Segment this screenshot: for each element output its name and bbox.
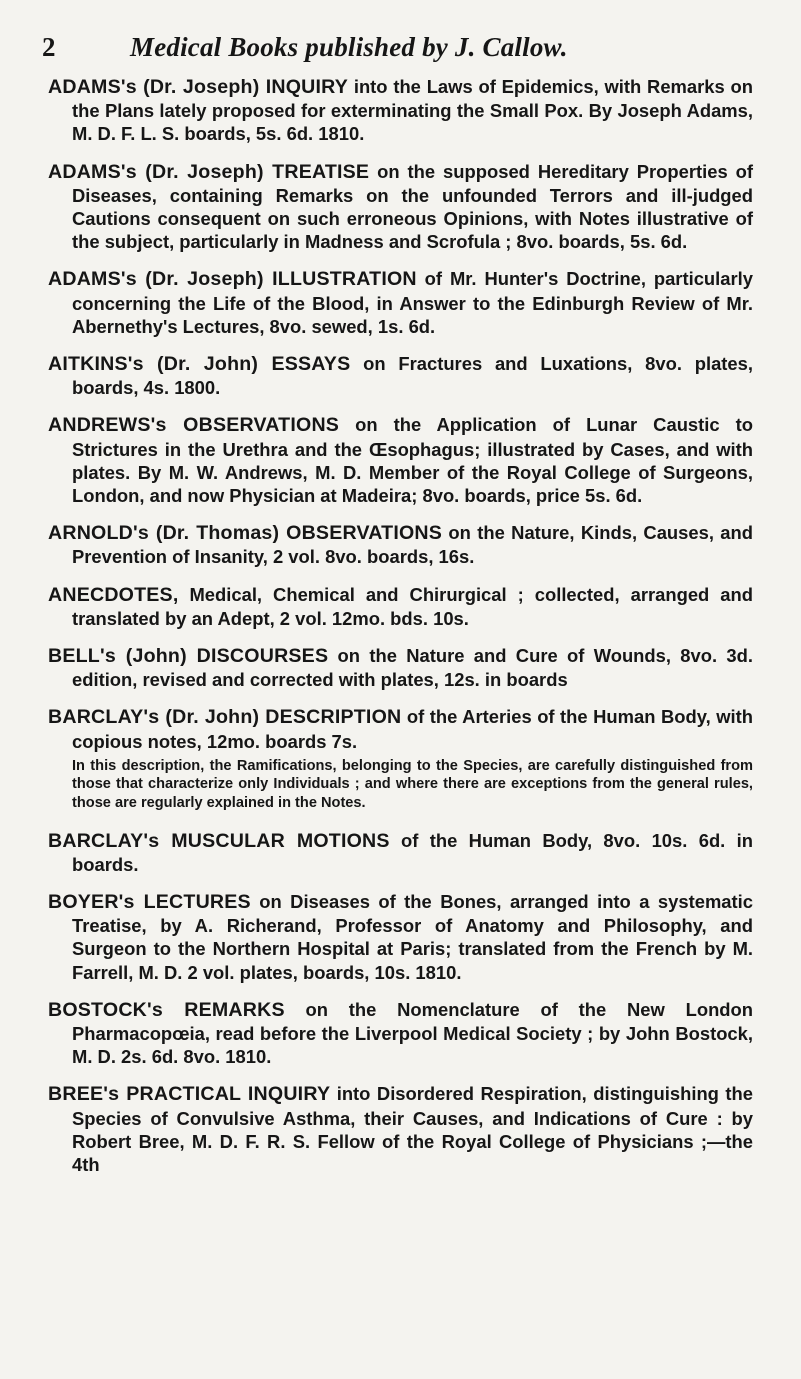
entry-text: on Diseases of the Bones, arranged into a systematic Treatise, by A. Richerand, Professor of Anatomy and Philosophy, and Surgeon to the Northern Hospital at Paris; translated from the French by M. Farrell, M. D. 2 vol. plates, boards, 10s. 1810. <box>72 891 753 983</box>
page-header <box>40 30 761 70</box>
entry-lead: BREE's PRACTICAL INQUIRY <box>48 1083 331 1106</box>
entry-lead: AITKINS's (Dr. John) ESSAYS <box>48 353 351 376</box>
entry-text: on Fractures and Luxations, 8vo. plates, boards, 4s. 1800. <box>72 353 753 399</box>
entry-text: into the Laws of Epidemics, with Remarks on the Plans lately proposed for exterminating the Small Pox. By Joseph Adams, M. D. F. L. S. boards, 5s. 6d. 1810. <box>72 76 753 145</box>
entry-text: on the supposed Hereditary Properties of Diseases, containing Remarks on the unfounded Terrors and ill-judged Cautions consequent on such erroneous Opinions, with Notes illustrative of the subject, particularly in Madness and Scrofula ; 8vo. boards, 5s. 6d. <box>72 160 753 253</box>
entry-lead: ADAMS's (Dr. Joseph) TREATISE <box>48 160 370 183</box>
entry-text: on the Nature and Cure of Wounds, 8vo. 3d. edition, revised and corrected with plates, 12s. in boards <box>72 645 753 691</box>
catalogue-entry <box>48 705 753 752</box>
entry-text: into Disordered Respiration, distinguishing the Species of Convulsive Asthma, their Causes, and Indications of Cure : by Robert Bree, M. D. F. R. S. Fellow of the Royal College of Physicians ;—the 4th <box>72 1083 753 1176</box>
entry-text: on the Nature, Kinds, Causes, and Prevention of Insanity, 2 vol. 8vo. boards, 16s. <box>72 522 754 568</box>
running-head: Medical Books published by J. Callow. <box>130 32 568 62</box>
entry-lead: BOYER's LECTURES <box>48 891 251 914</box>
catalogue-entry <box>48 413 753 507</box>
entry-lead: ADAMS's (Dr. Joseph) ILLUSTRATION <box>48 268 417 291</box>
entry-text: on the Nomenclature of the New London Pharmacopœia, read before the Liverpool Medical Society ; by John Bostock, M. D. 2s. 6d. 8vo. 1810. <box>72 998 754 1068</box>
catalogue-entry <box>48 267 753 338</box>
entry-lead: BARCLAY's (Dr. John) DESCRIPTION <box>48 706 402 729</box>
catalogue-entry <box>48 1082 753 1176</box>
entry-lead: ANDREWS's OBSERVATIONS <box>48 414 340 437</box>
entry-lead: ADAMS's (Dr. Joseph) INQUIRY <box>48 76 349 98</box>
catalogue-entry <box>48 521 753 568</box>
entry-lead: BELL's (John) DISCOURSES <box>48 645 329 668</box>
catalogue-entry <box>48 998 753 1069</box>
entry-lead: BOSTOCK's REMARKS <box>48 998 285 1021</box>
entry-text: of the Human Body, 8vo. 10s. 6d. in boards. <box>72 829 753 875</box>
catalogue-entries <box>48 75 753 1190</box>
catalogue-entry <box>48 583 753 630</box>
catalogue-entry <box>48 160 753 254</box>
entry-text: of Mr. Hunter's Doctrine, particularly concerning the Life of the Blood, in Answer to the Edinburgh Review of Mr. Abernethy's Lectures, 8vo. sewed, 1s. 6d. <box>72 268 753 337</box>
catalogue-entry <box>48 352 753 399</box>
entry-note: In this description, the Ramifications, belonging to the Species, are carefully distinguished from those that characterize only Individuals ; and where there are exceptions from the general rules, those are regularly explained in the Notes. <box>72 757 753 812</box>
catalogue-entry <box>48 644 753 691</box>
entry-lead: ANECDOTES, <box>48 583 179 606</box>
catalogue-entry <box>48 75 753 146</box>
entry-lead: BARCLAY's MUSCULAR MOTIONS <box>48 829 390 852</box>
entry-text: of the Arteries of the Human Body, with copious notes, 12mo. boards 7s. <box>72 706 753 752</box>
page-number: 2 <box>42 32 56 62</box>
entry-lead: ARNOLD's (Dr. Thomas) OBSERVATIONS <box>48 522 443 545</box>
catalogue-entry <box>48 829 753 876</box>
entry-text: on the Application of Lunar Caustic to Strictures in the Urethra and the Œsophagus; illustrated by Cases, and with plates. By M. W. Andrews, M. D. Member of the Royal College of Surgeons, London, and now Physician at Madeira; 8vo. boards, price 5s. 6d. <box>72 414 753 507</box>
catalogue-entry <box>48 890 753 984</box>
entry-text: Medical, Chemical and Chirurgical ; collected, arranged and translated by an Adept, 2 vol. 12mo. bds. 10s. <box>72 583 753 629</box>
